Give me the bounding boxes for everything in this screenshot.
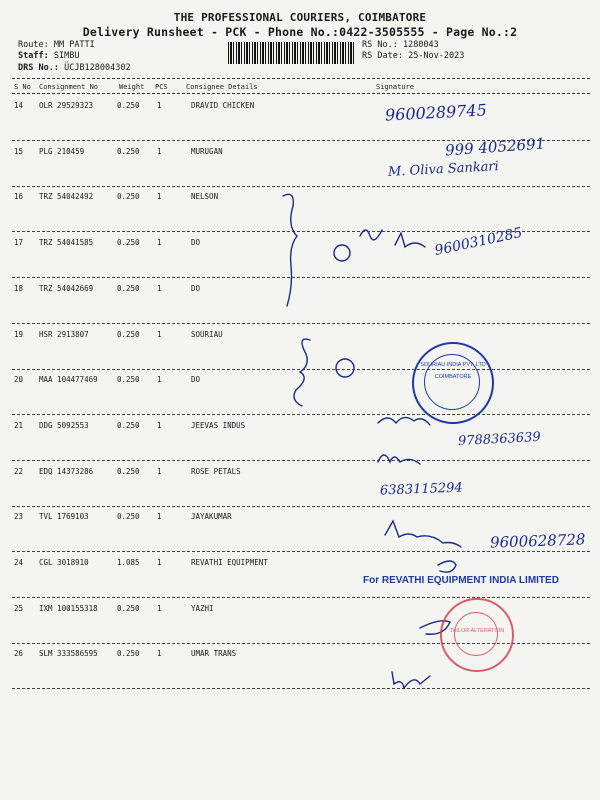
row-sno: 17	[14, 238, 24, 248]
sig-rose	[378, 455, 420, 464]
row-consignee: DRAVID CHICKEN	[191, 101, 255, 110]
row-pcs: 1	[157, 375, 162, 385]
row-consignee: REVATHI EQUIPMENT	[191, 558, 268, 567]
row-weight: 0.250	[117, 420, 140, 430]
row-weight: 0.250	[117, 283, 140, 293]
handwritten-phone-5: 6383115294	[379, 480, 463, 499]
row-weight: 1.085	[117, 558, 140, 567]
row-weight: 0.250	[117, 146, 140, 156]
row-consignee: SOURIAU	[191, 329, 223, 339]
scribble-nelson	[360, 230, 382, 240]
drs-label: DRS No.:	[18, 63, 59, 73]
row-pcs: 1	[157, 558, 162, 567]
row-pcs: 1	[157, 238, 162, 248]
row-consignee: YAZHI	[191, 603, 214, 613]
row-sno: 23	[14, 512, 24, 522]
row-sno: 24	[14, 558, 24, 567]
scribble-nelson-2	[395, 233, 425, 247]
row-consignee: MURUGAN	[191, 146, 223, 156]
handwritten-phone-6: 9600628728	[489, 530, 586, 552]
row-weight: 0.250	[117, 238, 140, 248]
col-signature: Signature	[376, 83, 414, 91]
handwritten-phone-4: 9788363639	[457, 429, 542, 450]
row-consignment-no: IXM 100155318	[39, 603, 98, 613]
handwritten-phone-3: 9600310285	[433, 224, 524, 260]
tailor-stamp	[440, 598, 514, 672]
row-pcs: 1	[157, 420, 162, 430]
row-consignment-no: TVL 1769103	[39, 512, 89, 522]
row-weight: 0.250	[117, 603, 140, 613]
rs-no-value: 1280043	[402, 40, 439, 50]
col-sno: S No	[14, 83, 31, 91]
row-sno: 26	[14, 649, 24, 659]
handwritten-name: M. Oliva Sankari	[387, 159, 500, 180]
row-sno: 19	[14, 329, 24, 339]
row-consignment-no: SLM 333586595	[39, 649, 98, 659]
circled-3	[334, 245, 350, 261]
row-sno: 16	[14, 192, 24, 202]
drs-value: ÜCJB128004302	[64, 63, 131, 73]
row-consignment-no: MAA 104477469	[39, 375, 98, 385]
row-consignment-no: OLR 29529323	[39, 101, 94, 110]
row-weight: 0.250	[117, 466, 140, 476]
brace-mark-2	[294, 339, 310, 406]
row-consignment-no: TRZ 54042492	[39, 192, 94, 202]
staff-label: Staff:	[18, 51, 49, 61]
row-consignment-no: EDQ 14373286	[39, 466, 94, 476]
row-weight: 0.250	[117, 649, 140, 659]
sig-revathi	[438, 561, 456, 572]
souriau-stamp-text: SOURIAU INDIA PVT. LTD	[420, 362, 486, 368]
souriau-stamp	[412, 342, 494, 424]
route-value: MM PATTI	[53, 40, 95, 50]
row-weight: 0.250	[117, 192, 140, 202]
tailor-stamp-text: TAILOR ALTERATION	[449, 628, 505, 634]
row-sno: 18	[14, 283, 24, 293]
row-pcs: 1	[157, 329, 162, 339]
sig-umar	[392, 672, 430, 688]
row-consignee: DO	[191, 375, 201, 385]
row-pcs: 1	[157, 603, 162, 613]
row-consignment-no: CGL 3018910	[39, 558, 89, 567]
row-pcs: 1	[157, 649, 162, 659]
row-weight: 0.250	[117, 101, 140, 110]
row-consignment-no: HSR 2913807	[39, 329, 89, 339]
row-sno: 20	[14, 375, 24, 385]
route-label: Route:	[18, 40, 49, 50]
row-sno: 14	[14, 101, 24, 110]
row-weight: 0.250	[117, 375, 140, 385]
row-consignment-no: PLG 210459	[39, 146, 85, 156]
brace-mark-1	[283, 194, 297, 306]
col-consignment: Consignment No	[39, 83, 99, 91]
row-consignee: DO	[191, 238, 201, 248]
row-pcs: 1	[157, 146, 162, 156]
company-title: THE PROFESSIONAL COURIERS, COIMBATORE	[173, 11, 427, 24]
row-sno: 22	[14, 466, 24, 476]
row-pcs: 1	[157, 101, 162, 110]
row-weight: 0.250	[117, 329, 140, 339]
col-consignee: Consignee Details	[186, 83, 258, 91]
row-sno: 21	[14, 420, 24, 430]
handwritten-phone-2: 999 4052691	[444, 134, 546, 160]
row-pcs: 1	[157, 512, 162, 522]
rs-no-label: RS No.:	[362, 40, 398, 50]
row-consignment-no: DDG 5092553	[39, 420, 89, 430]
row-consignee: ROSE PETALS	[191, 466, 241, 476]
revathi-stamp: For REVATHI EQUIPMENT INDIA LIMITED	[363, 575, 559, 586]
staff-value: SIMBU	[53, 51, 80, 61]
sig-jeevas	[378, 417, 430, 425]
souriau-stamp-city: COIMBATORE	[434, 374, 472, 380]
handwritten-phone-1: 9600289745	[384, 100, 488, 125]
row-consignment-no: TRZ 54042669	[39, 283, 94, 293]
row-pcs: 1	[157, 283, 162, 293]
row-weight: 0.250	[117, 512, 140, 522]
rs-date-label: RS Date:	[362, 51, 403, 61]
circled-mark	[336, 359, 354, 377]
col-weight: Weight	[119, 83, 145, 91]
row-sno: 25	[14, 603, 24, 613]
row-sno: 15	[14, 146, 24, 156]
row-consignment-no: TRZ 54041585	[39, 238, 94, 248]
row-consignee: DO	[191, 283, 201, 293]
row-consignee: NELSON	[191, 192, 219, 202]
row-consignee: UMAR TRANS	[191, 649, 237, 659]
runsheet-subtitle: Delivery Runsheet - PCK - Phone No.:0422-3505555 - Page No.:2	[82, 25, 518, 39]
row-consignee: JEEVAS INDUS	[191, 420, 246, 430]
row-pcs: 1	[157, 466, 162, 476]
row-consignee: JAYAKUMAR	[191, 512, 232, 522]
row-pcs: 1	[157, 192, 162, 202]
rs-date-value: 25-Nov-2023	[408, 51, 465, 61]
col-pcs: PCS	[155, 83, 168, 91]
sig-jayakumar	[385, 521, 461, 547]
